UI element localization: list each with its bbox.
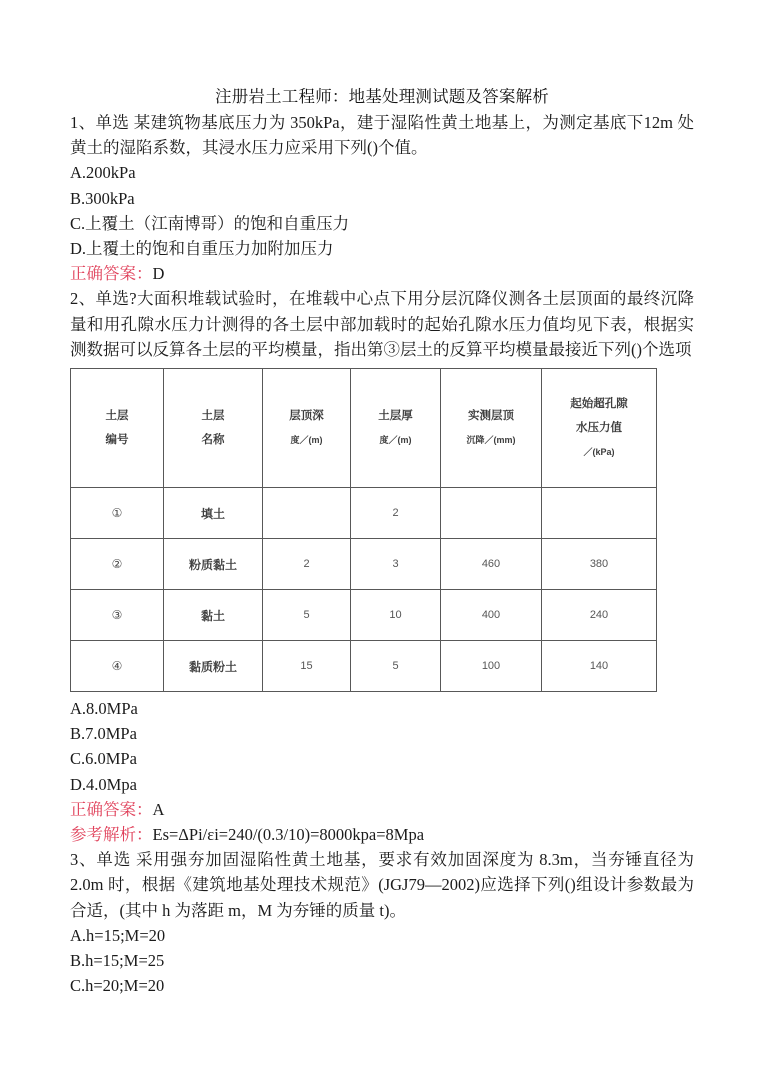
cell-index: ③ (71, 590, 164, 641)
header-cell-settlement (441, 369, 542, 488)
question-1-option-b[interactable]: B.300kPa (70, 188, 135, 208)
cell-top-depth: 5 (263, 590, 351, 641)
header-cell-top-depth (263, 369, 351, 488)
question-2-option-b[interactable]: B.7.0MPa (70, 724, 137, 744)
cell-name: 黏质粉土 (164, 641, 263, 692)
header-line-3: ／(kPa) (583, 447, 615, 458)
cell-thickness: 10 (351, 590, 441, 641)
cell-thickness: 5 (351, 641, 441, 692)
page-title: 注册岩土工程师：地基处理测试题及答案解析 (215, 87, 549, 106)
answer-label: 正确答案： (70, 799, 153, 819)
header-line-2: 度／(m) (379, 435, 412, 446)
header-line-1: 土层 (201, 410, 225, 423)
header-cell-pore-pressure (542, 369, 657, 488)
question-2-explanation (70, 822, 694, 847)
header-line-2: 水压力值 (576, 422, 622, 435)
cell-settlement: 400 (441, 590, 542, 641)
question-2-option-d[interactable]: D.4.0Mpa (70, 774, 137, 794)
question-1-option-d[interactable]: D.上覆土的饱和自重压力加附加压力 (70, 239, 334, 259)
cell-thickness: 3 (351, 539, 441, 590)
question-2-option-a[interactable]: A.8.0MPa (70, 699, 138, 719)
question-1-option-a[interactable]: A.200kPa (70, 163, 136, 183)
cell-settlement (441, 488, 542, 539)
cell-index: ④ (71, 641, 164, 692)
soil-layer-table (70, 368, 657, 692)
cell-top-depth: 2 (263, 539, 351, 590)
header-line-1: 土层 (105, 410, 129, 423)
explanation-label: 参考解析： (70, 825, 153, 845)
cell-settlement: 460 (441, 539, 542, 590)
answer-value: D (152, 264, 165, 284)
soil-layer-table-wrapper (70, 368, 656, 692)
question-3-option-a[interactable]: A.h=15;M=20 (70, 925, 166, 945)
question-1-stem: 1、单选 某建筑物基底压力为 350kPa，建于湿陷性黄土地基上，为测定基底下12m 处黄土的湿陷系数，其浸水压力应采用下列()个值。 (70, 113, 694, 158)
cell-top-depth: 15 (263, 641, 351, 692)
cell-thickness: 2 (351, 488, 441, 539)
question-1-answer (70, 261, 694, 286)
question-1 (70, 110, 694, 286)
question-2-option-c[interactable]: C.6.0MPa (70, 749, 137, 769)
header-line-2: 度／(m) (290, 435, 323, 446)
answer-value: A (152, 799, 165, 819)
question-2-stem: 2、单选?大面积堆载试验时，在堆载中心点下用分层沉降仪测各土层顶面的最终沉降量和用孔隙水压力计测得的各土层中部加载时的起始孔隙水压力值均见下表，根据实测数据可以反算各土层的平均模量，指出第③层土的反算平均模量最接近下列()个选项 (70, 289, 694, 359)
cell-settlement: 100 (441, 641, 542, 692)
cell-pore-pressure (542, 488, 657, 539)
document-content (70, 84, 694, 998)
header-cell-soil-name (164, 369, 263, 488)
question-3-option-b[interactable]: B.h=15;M=25 (70, 951, 165, 971)
cell-name: 填土 (164, 488, 263, 539)
question-1-option-c[interactable]: C.上覆土（江南博哥）的饱和自重压力 (70, 213, 350, 233)
question-3-stem: 3、单选 采用强夯加固湿陷性黄土地基，要求有效加固深度为 8.3m，当夯锤直径为 2.0m 时，根据《建筑地基处理技术规范》(JGJ79—2002)应选择下列()组设计参数最为合适，(其中 h 为落距 m，M 为夯锤的质量 t)。 (70, 850, 694, 920)
cell-name: 黏土 (164, 590, 263, 641)
cell-pore-pressure: 380 (542, 539, 657, 590)
cell-top-depth (263, 488, 351, 539)
cell-pore-pressure: 140 (542, 641, 657, 692)
header-line-1: 实测层顶 (468, 410, 514, 423)
header-line-1: 土层厚 (378, 410, 413, 423)
table-row (71, 641, 657, 692)
question-3-option-c[interactable]: C.h=20;M=20 (70, 976, 165, 996)
table-row (71, 590, 657, 641)
question-2-answer (70, 797, 694, 822)
table-row (71, 539, 657, 590)
table-row (71, 488, 657, 539)
cell-index: ② (71, 539, 164, 590)
question-3 (70, 847, 694, 998)
answer-label: 正确答案： (70, 264, 153, 284)
explanation-value: Es=ΔPi/εi=240/(0.3/10)=8000kpa=8Mpa (152, 825, 425, 845)
table-header-row (71, 369, 657, 488)
header-line-1: 层顶深 (289, 410, 324, 423)
cell-index: ① (71, 488, 164, 539)
header-cell-soil-index (71, 369, 164, 488)
header-cell-thickness (351, 369, 441, 488)
question-2 (70, 286, 694, 847)
header-line-1: 起始超孔隙 (570, 398, 628, 411)
header-line-2: 名称 (201, 434, 225, 447)
cell-name: 粉质黏土 (164, 539, 263, 590)
header-line-2: 编号 (105, 434, 129, 447)
cell-pore-pressure: 240 (542, 590, 657, 641)
header-line-2: 沉降／(mm) (466, 435, 516, 446)
